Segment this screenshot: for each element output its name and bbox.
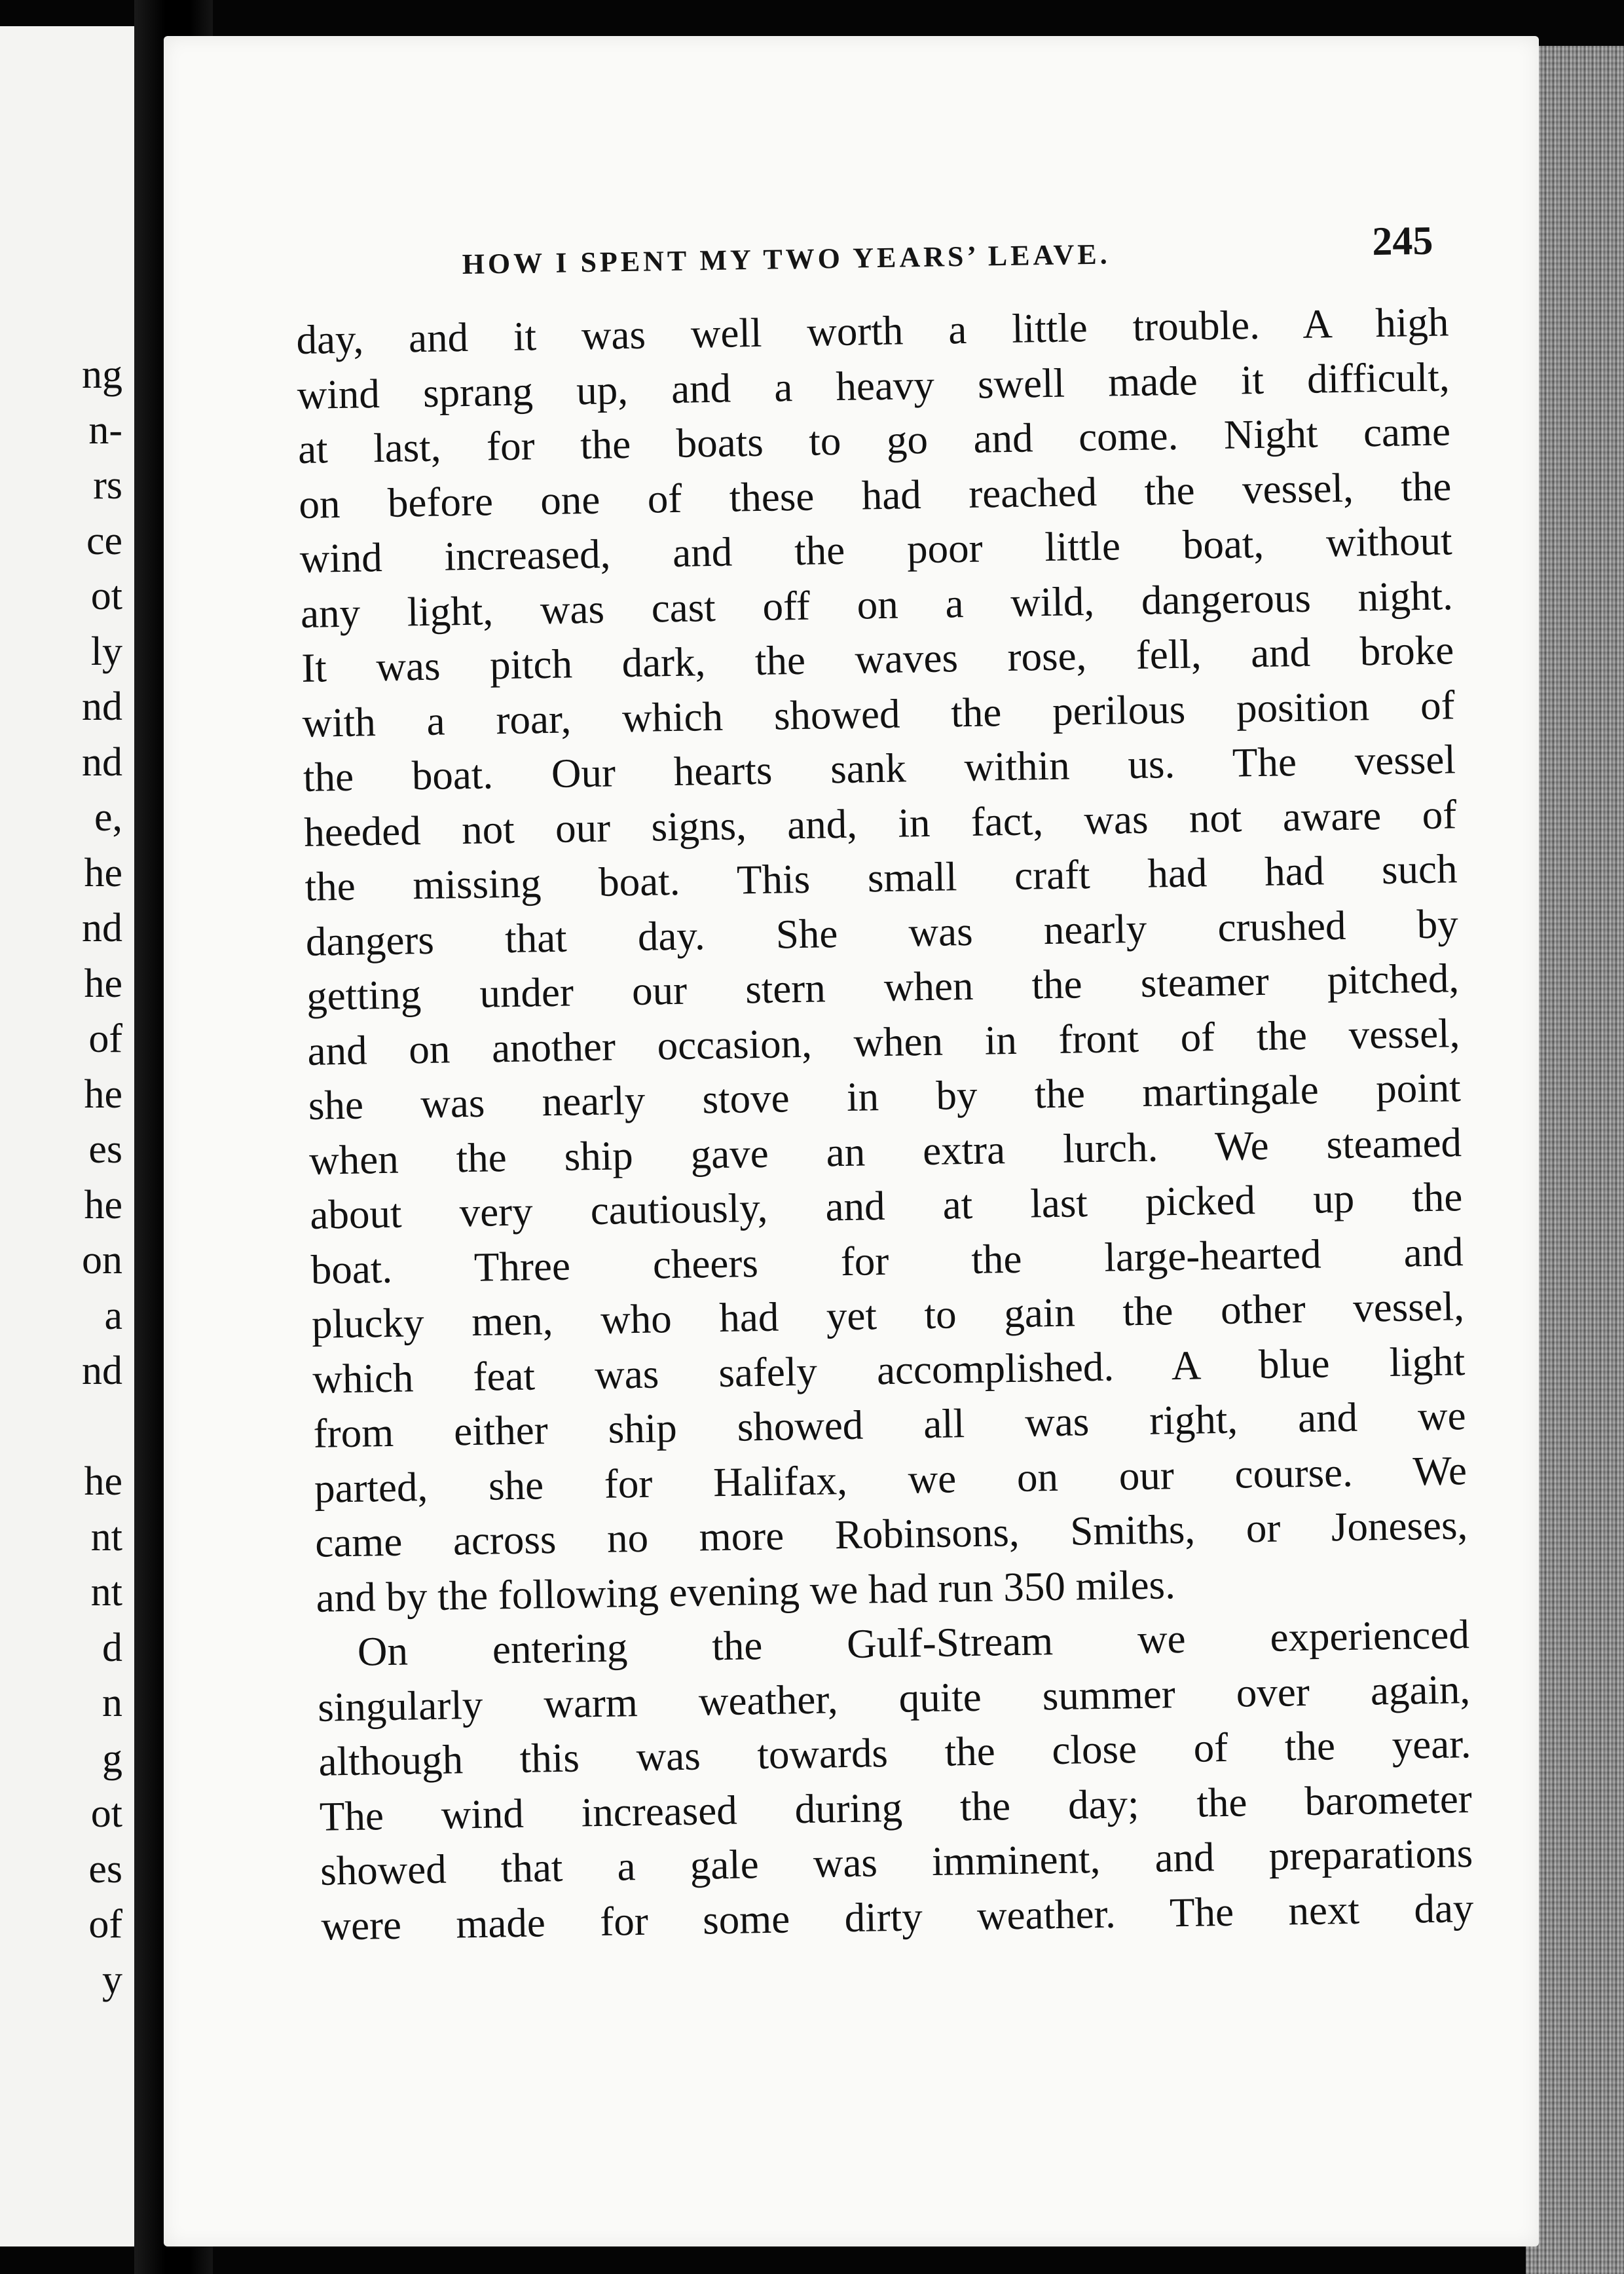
text-line: about very cautiously, and at last picked up the [309, 1174, 1463, 1238]
facing-page-fragment [0, 1399, 122, 1455]
running-head [295, 217, 1449, 308]
text-line: singularly warm weather, quite summer over again, [317, 1666, 1471, 1730]
page-number: 245 [1371, 218, 1433, 265]
text-line: from either ship showed all was right, and we [313, 1392, 1467, 1457]
text-line: the boat. Our hearts sank within us. The vessel [303, 736, 1456, 800]
text-line: It was pitch dark, the waves rose, fell, and broke [301, 627, 1454, 691]
running-title: HOW I SPENT MY TWO YEARS’ LEAVE. [462, 238, 1111, 280]
facing-page-fragment: d [102, 1625, 122, 1670]
text-line: although this was towards the close of the year. [318, 1721, 1471, 1785]
facing-page-fragment: es [88, 1127, 122, 1172]
facing-page-fragment: rs [93, 463, 122, 508]
text-line: when the ship gave an extra lurch. We steamed [308, 1119, 1462, 1184]
text-line: on before one of these had reached the vessel, the [298, 462, 1452, 527]
text-line: and by the following evening we had run 350 miles. [316, 1561, 1176, 1621]
facing-page-fragment: n [102, 1681, 122, 1725]
facing-page-fragment: ot [90, 574, 122, 618]
facing-page-fragment: he [84, 1459, 122, 1504]
facing-page-fragment: ng [82, 352, 122, 397]
facing-page-fragment: he [84, 1072, 122, 1117]
facing-page-fragment: on [82, 1238, 122, 1282]
text-line: the missing boat. This small craft had had such [304, 846, 1458, 910]
facing-page-fragment: es [88, 1846, 122, 1892]
text-line: and on another occasion, when in front of the vessel, [306, 1009, 1460, 1074]
facing-page-fragment: nd [82, 1349, 122, 1393]
facing-page-fragment: e, [94, 795, 122, 840]
facing-page-fragment: he [84, 961, 122, 1006]
facing-page [0, 26, 134, 2246]
text-line: On entering the Gulf-Stream we experienced [357, 1611, 1470, 1675]
page-content [295, 217, 1474, 1953]
text-line: wind increased, and the poor little boat, without [299, 517, 1453, 582]
text-line: plucky men, who had yet to gain the other vessel, [311, 1283, 1465, 1347]
facing-page-fragment: n- [88, 407, 122, 453]
text-line: showed that a gale was imminent, and preparations [320, 1830, 1473, 1894]
facing-page-fragment: nt [90, 1514, 122, 1559]
facing-page-fragment: nt [90, 1570, 122, 1614]
text-line: which feat was safely accomplished. A blue light [312, 1337, 1466, 1402]
page-edge-stack [1526, 46, 1624, 2274]
facing-page-fragment: of [88, 1016, 122, 1061]
facing-page-fragment: of [88, 1902, 122, 1947]
text-line: any light, was cast off on a wild, dangerous night. [300, 572, 1454, 637]
text-line: parted, she for Halifax, we on our course. We [314, 1447, 1467, 1512]
text-line: she was nearly stove in by the martingale point [308, 1064, 1462, 1128]
facing-page-fragment: ot [90, 1791, 122, 1836]
book-page [164, 36, 1539, 2246]
facing-page-fragment: nd [82, 739, 122, 785]
text-line: getting under our stern when the steamer pitched, [306, 955, 1460, 1019]
text-line: day, and it was well worth a little trouble. A high [295, 299, 1449, 363]
text-line: wind sprang up, and a heavy swell made it difficult, [297, 353, 1450, 418]
text-line: boat. Three cheers for the large-hearted and [310, 1228, 1464, 1293]
facing-page-fragment: y [102, 1957, 122, 2002]
facing-page-fragment: ce [86, 518, 122, 563]
facing-page-fragment: g [102, 1736, 122, 1781]
text-line: with a roar, which showed the perilous position of [302, 681, 1456, 746]
facing-page-fragment: he [84, 1182, 122, 1227]
text-line: The wind increased during the day; the barometer [319, 1775, 1473, 1840]
text-line: dangers that day. She was nearly crushed by [305, 900, 1459, 965]
facing-page-text-fragments [0, 347, 122, 2007]
facing-page-fragment: he [84, 850, 122, 895]
facing-page-fragment: a [104, 1293, 122, 1338]
text-line: at last, for the boats to go and come. Night came [297, 408, 1451, 472]
facing-page-fragment: ly [90, 629, 122, 674]
facing-page-fragment: nd [82, 906, 122, 950]
text-line: came across no more Robinsons, Smiths, or Joneses, [314, 1502, 1468, 1566]
text-line: were made for some dirty weather. The next day [320, 1884, 1474, 1949]
text-line: heeded not our signs, and, in fact, was not aware of [303, 791, 1457, 855]
facing-page-fragment: nd [82, 684, 122, 729]
body-text [296, 295, 1474, 1953]
